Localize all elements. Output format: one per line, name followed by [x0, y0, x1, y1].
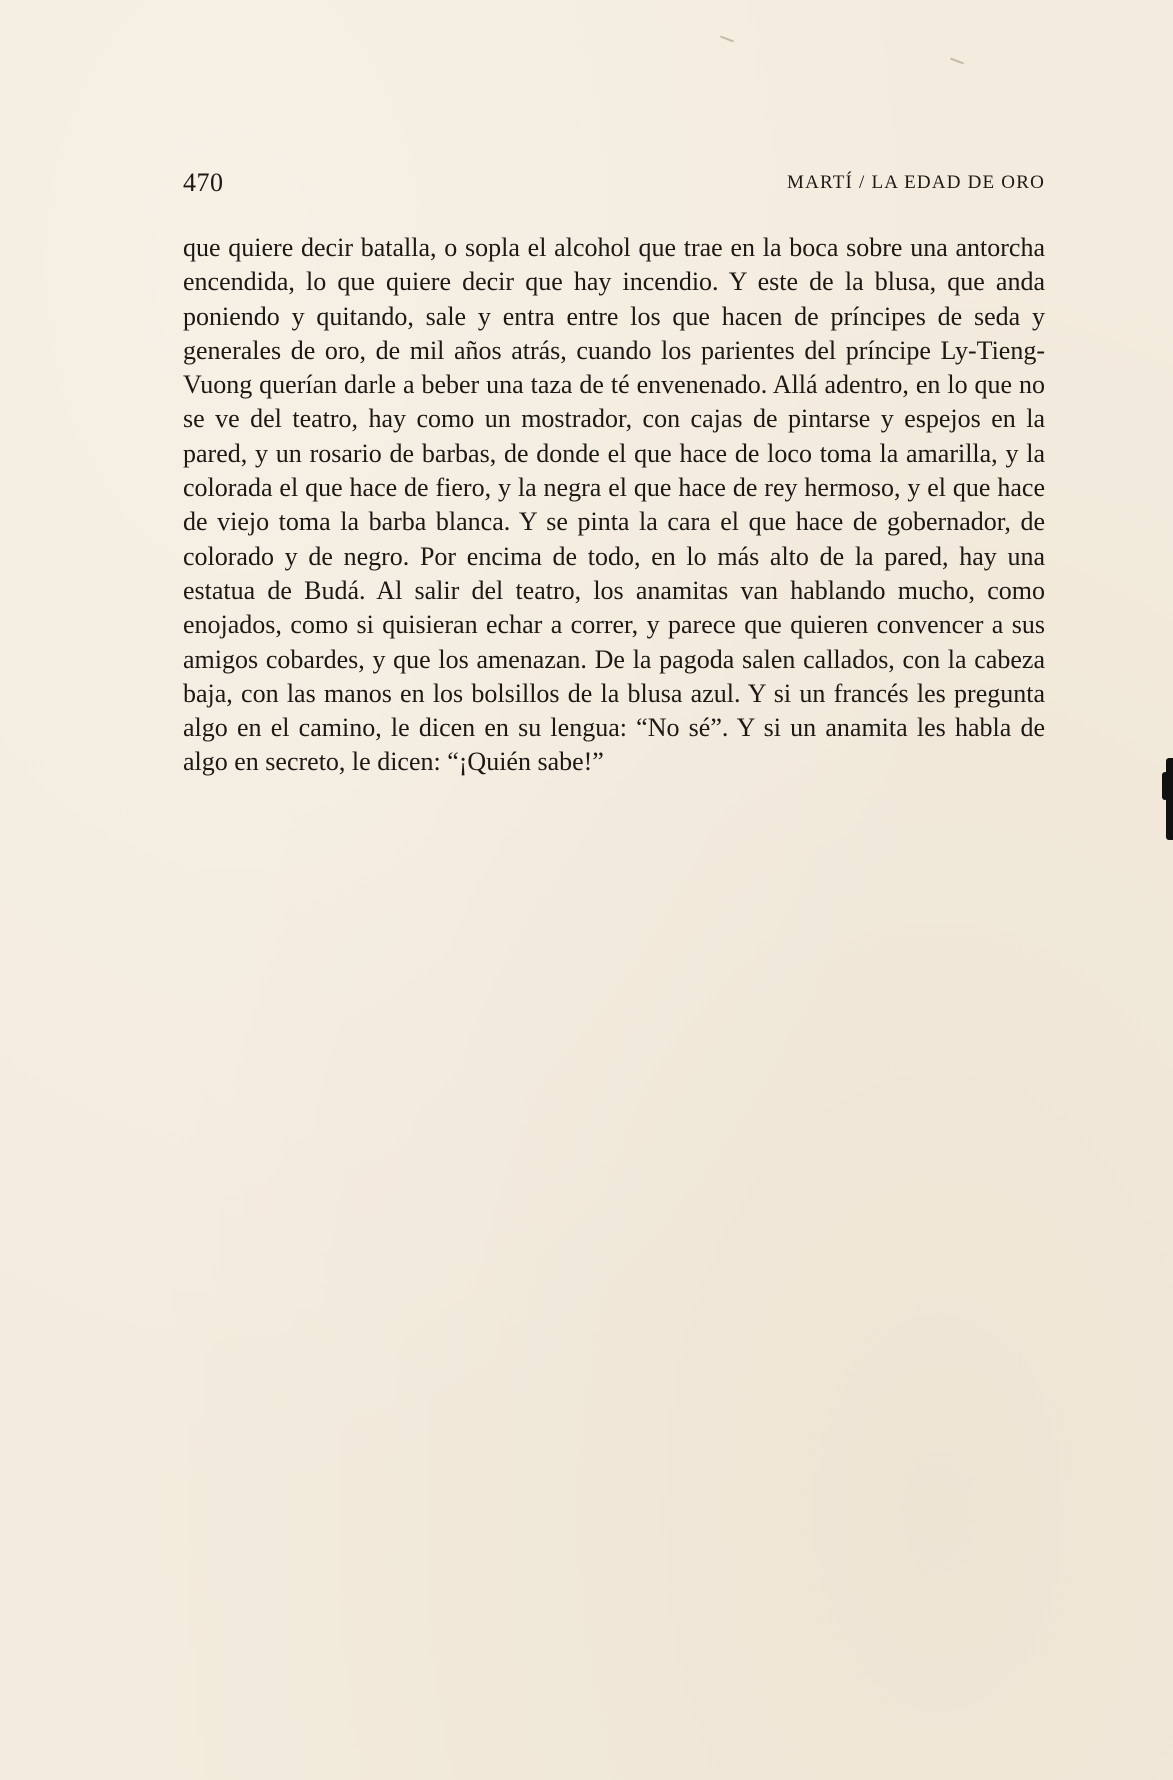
paper-speck: [720, 36, 734, 43]
paper-speck: [950, 58, 964, 65]
body-paragraph: que quiere decir batalla, o sopla el alcohol que trae en la boca sobre una antorcha encendida, lo que quiere decir que hay incendio. Y este de la blusa, que anda poniendo y quitando, sale y entra entre los que hacen de príncipes de seda y generales de oro, de mil años atrás, cuando los parientes del príncipe Ly-Tieng-Vuong querían darle a beber una taza de té envenenado. Allá adentro, en lo que no se ve del teatro, hay como un mostrador, con cajas de pintarse y espejos en la pared, y un rosario de barbas, de donde el que hace de loco toma la amarilla, y la colorada el que hace de fiero, y la negra el que hace de rey hermoso, y el que hace de viejo toma la barba blanca. Y se pinta la cara el que hace de gobernador, de colorado y de negro. Por encima de todo, en lo más alto de la pared, hay una estatua de Budá. Al salir del teatro, los anamitas van hablando mucho, como enojados, como si quisieran echar a correr, y parece que quieren convencer a sus amigos cobardes, y que los amenazan. De la pagoda salen callados, con la cabeza baja, con las manos en los bolsillos de la blusa azul. Y si un francés les pregunta algo en el camino, le dicen en su lengua: “No sé”. Y si un anamita les habla de algo en secreto, le dicen: “¡Quién sabe!”: [183, 233, 1045, 777]
running-head: MARTÍ / LA EDAD DE ORO: [787, 172, 1045, 193]
margin-clip-mark: [1166, 758, 1173, 840]
page-number: 470: [183, 168, 224, 197]
page-header: [183, 168, 1045, 208]
